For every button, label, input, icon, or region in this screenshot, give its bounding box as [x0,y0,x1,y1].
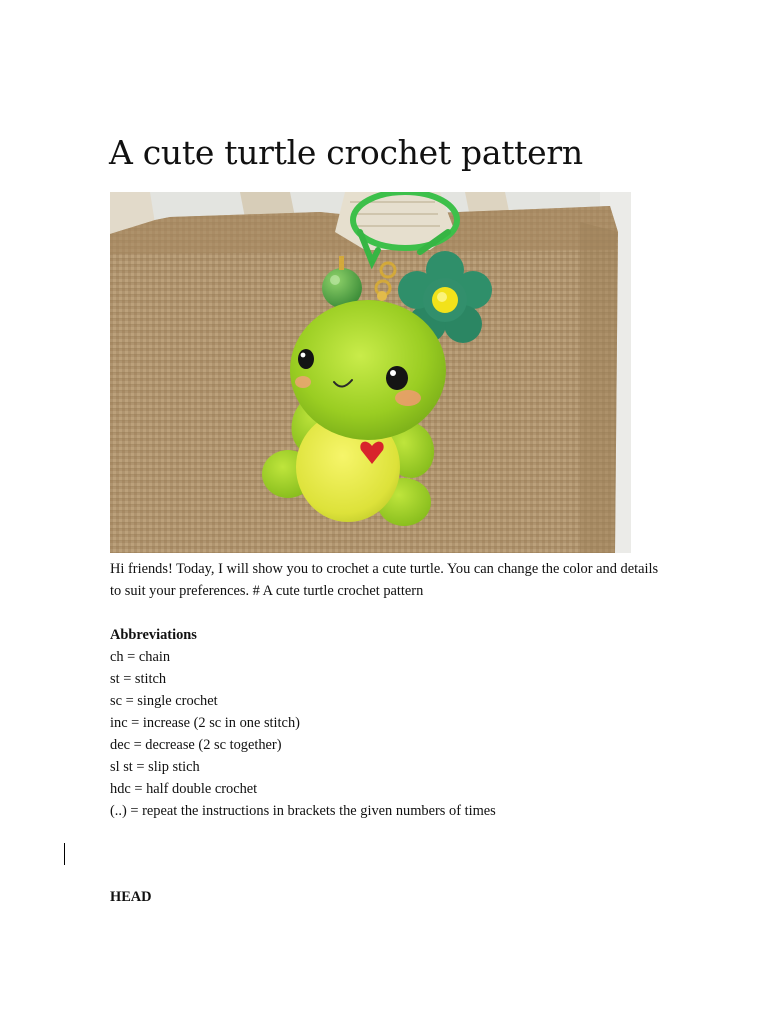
abbreviation-item: sc = single crochet [110,693,218,709]
abbreviation-item: sl st = slip stich [110,759,200,775]
section-heading-head: HEAD [110,889,152,905]
abbreviation-item: dec = decrease (2 sc together) [110,737,282,753]
intro-paragraph: Hi friends! Today, I will show you to crochet a cute turtle. You can change the color and details to suit your preferences. # A cute turtle crochet pattern [110,561,659,599]
turtle-keychain-image [110,192,631,553]
turtle-photo [110,192,631,553]
abbreviation-item: inc = increase (2 sc in one stitch) [110,715,300,731]
abbreviation-item: st = stitch [110,671,167,687]
abbreviations-section [110,624,670,822]
abbreviation-item: ch = chain [110,649,171,665]
text-cursor[interactable] [64,843,65,865]
abbreviation-item: hdc = half double crochet [110,781,258,797]
abbreviation-item: (..) = repeat the instructions in brackets the given numbers of times [110,803,496,819]
page-title: A cute turtle crochet pattern [109,133,583,172]
abbreviations-heading: Abbreviations [110,627,197,643]
